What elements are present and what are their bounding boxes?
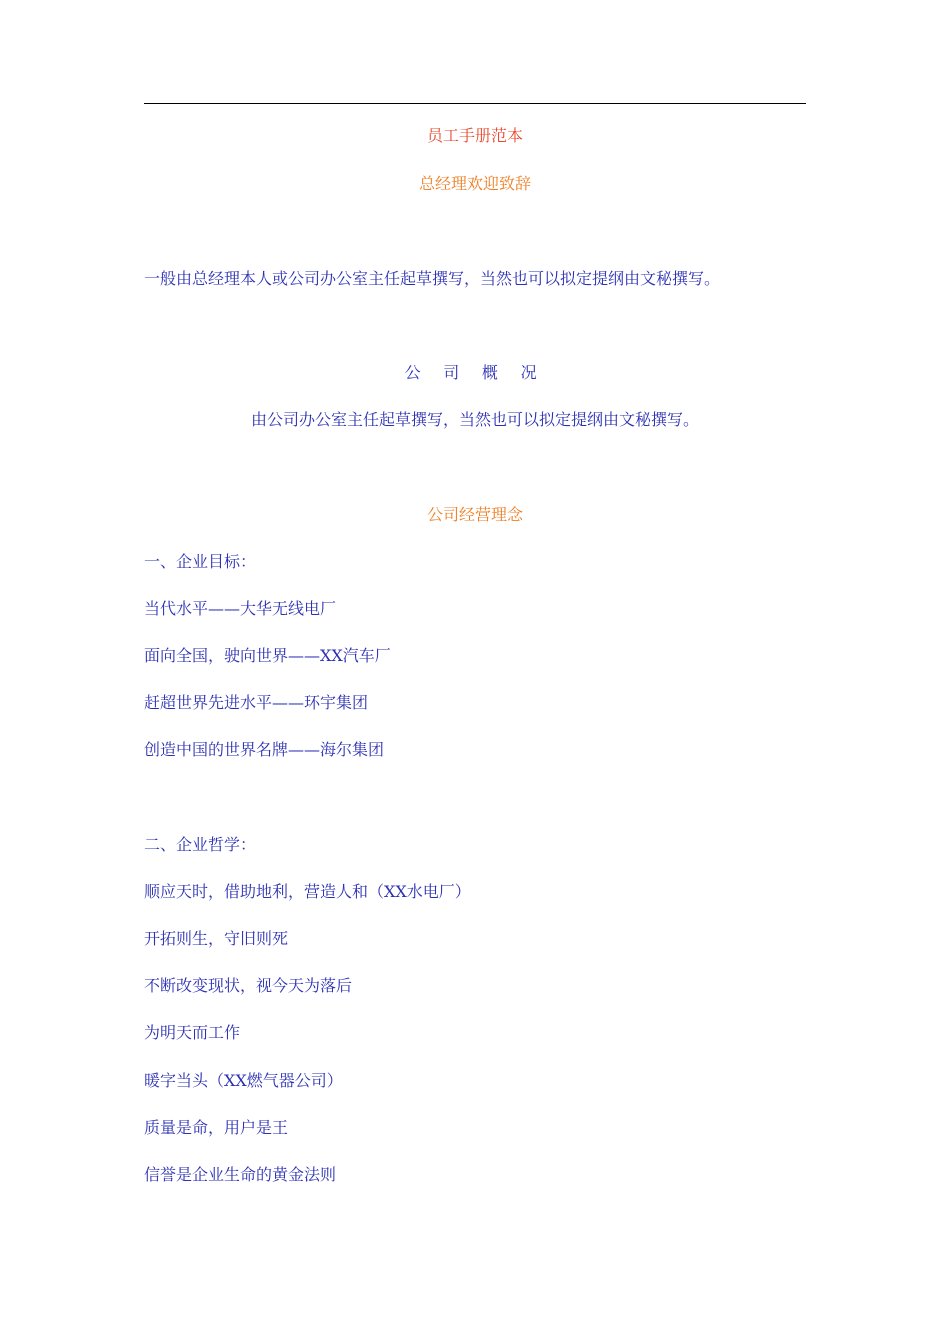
- goal-item: 当代水平——大华无线电厂: [144, 599, 337, 618]
- philosophy-item: 暖字当头（XX燃气器公司）: [144, 1071, 343, 1090]
- document-title: 员工手册范本: [426, 126, 523, 145]
- philosophy-item: 信誉是企业生命的黄金法则: [144, 1165, 337, 1184]
- goal-item: 创造中国的世界名牌——海尔集团: [144, 740, 385, 759]
- philosophy-item: 质量是命，用户是王: [144, 1118, 289, 1137]
- philosophy-list-heading: 二、企业哲学：: [144, 835, 257, 854]
- overview-text: 由公司办公室主任起草撰写，当然也可以拟定提纲由文秘撰写。: [250, 410, 699, 429]
- goal-item: 面向全国，驶向世界——XX汽车厂: [144, 646, 391, 665]
- welcome-text: 一般由总经理本人或公司办公室主任起草撰写，当然也可以拟定提纲由文秘撰写。: [144, 269, 721, 288]
- welcome-heading: 总经理欢迎致辞: [418, 174, 531, 193]
- philosophy-item: 顺应天时，借助地利，营造人和（XX水电厂）: [144, 882, 471, 901]
- goals-heading: 一、企业目标：: [144, 552, 257, 571]
- overview-heading: 公 司 概 况: [404, 363, 546, 382]
- philosophy-item: 开拓则生，守旧则死: [144, 929, 289, 948]
- philosophy-heading: 公司经营理念: [426, 505, 523, 524]
- philosophy-item: 为明天而工作: [144, 1023, 241, 1042]
- goal-item: 赶超世界先进水平——环宇集团: [144, 693, 369, 712]
- philosophy-item: 不断改变现状，视今天为落后: [144, 976, 353, 995]
- header-rule: [144, 103, 806, 104]
